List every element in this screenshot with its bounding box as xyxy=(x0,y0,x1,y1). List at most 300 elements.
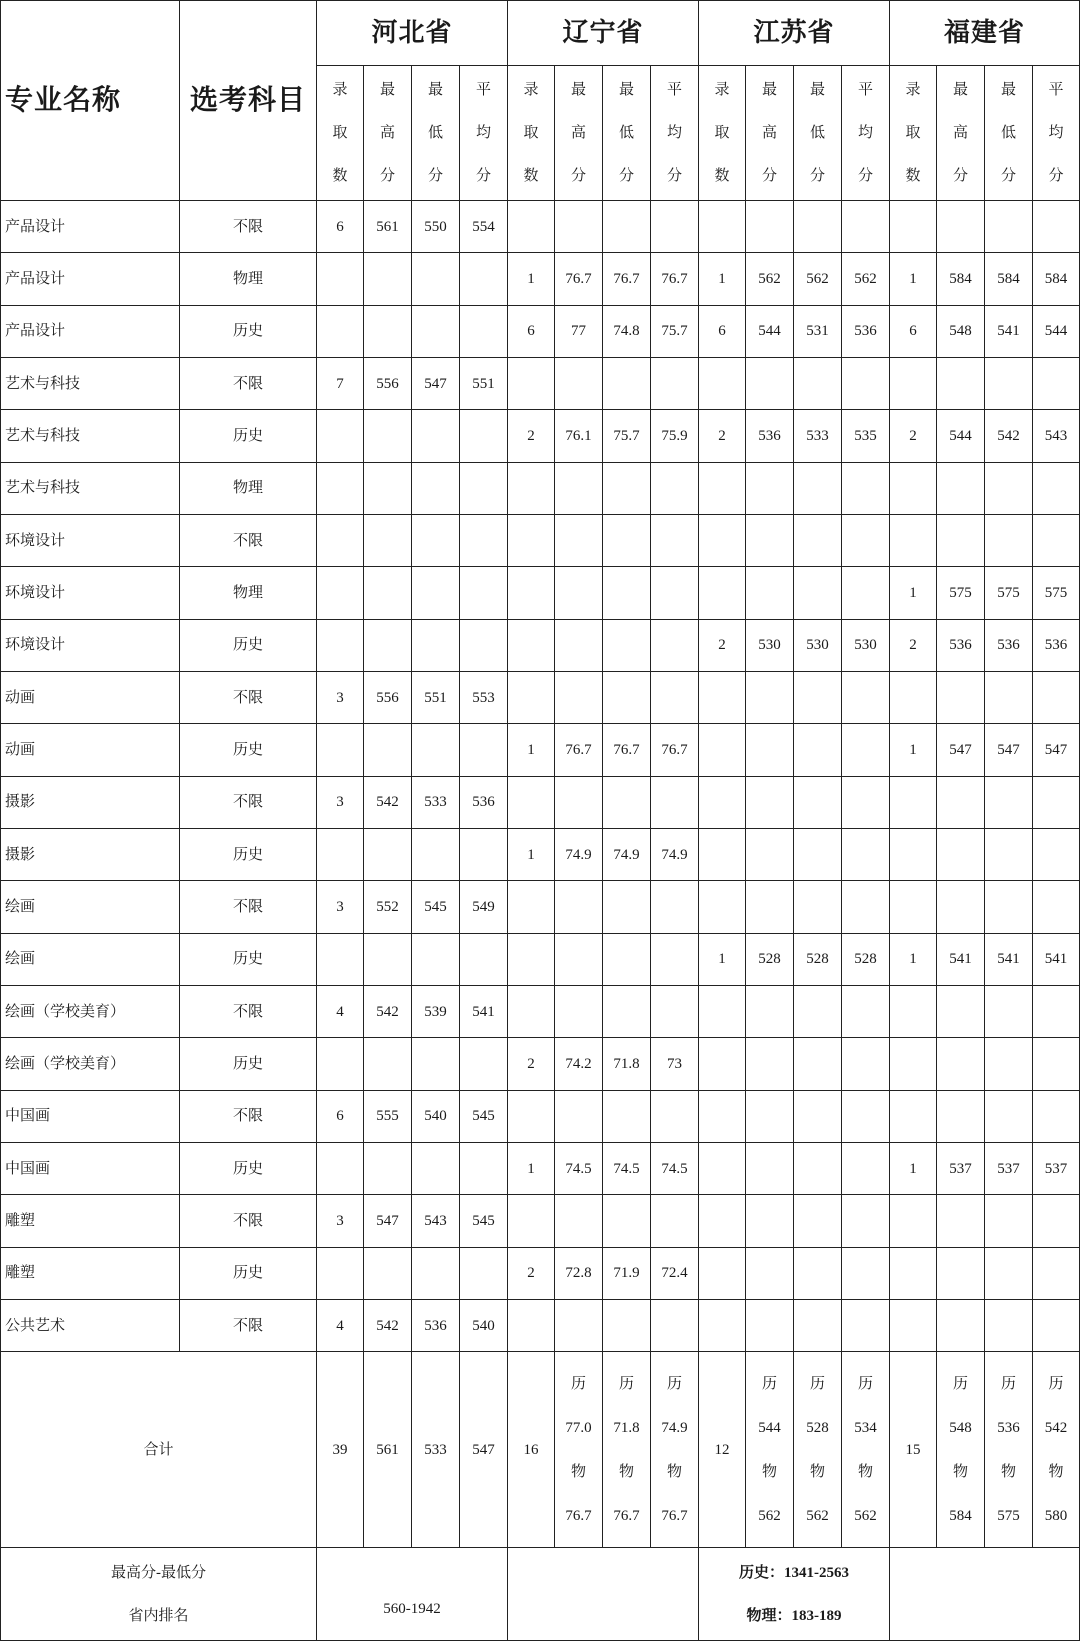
score-cell-fujian-high xyxy=(937,1195,985,1247)
score-cell-liaoning-count: 2 xyxy=(508,410,555,462)
score-cell-liaoning-high: 72.8 xyxy=(555,1247,603,1299)
metric-header-char: 分 xyxy=(379,167,395,184)
score-cell-fujian-low xyxy=(985,1247,1033,1299)
score-cell-hebei-low xyxy=(412,514,460,566)
elective-subject-cell: 历史 xyxy=(180,724,317,776)
score-cell-jiangsu-avg xyxy=(842,776,890,828)
total-jiangsu-high xyxy=(746,1352,794,1548)
elective-subject-cell: 历史 xyxy=(180,305,317,357)
score-cell-liaoning-avg xyxy=(651,200,699,252)
score-cell-liaoning-count xyxy=(508,671,555,723)
score-cell-liaoning-low xyxy=(603,514,651,566)
score-cell-fujian-count xyxy=(890,1038,937,1090)
score-cell-fujian-avg: 541 xyxy=(1033,933,1080,985)
score-cell-fujian-high xyxy=(937,986,985,1038)
total-jiangsu-avg xyxy=(842,1352,890,1548)
total-value: 536 xyxy=(997,1419,1020,1436)
score-cell-fujian-avg xyxy=(1033,828,1080,880)
score-cell-liaoning-count xyxy=(508,1090,555,1142)
score-cell-jiangsu-high: 562 xyxy=(746,253,794,305)
score-cell-hebei-avg xyxy=(460,1143,508,1195)
score-cell-liaoning-count: 1 xyxy=(508,724,555,776)
subject-tag: 历 xyxy=(1001,1375,1017,1392)
score-cell-hebei-avg xyxy=(460,1038,508,1090)
table-row xyxy=(1,567,1080,619)
total-value: 71.8 xyxy=(613,1419,640,1436)
metric-header-fujian-average xyxy=(1033,65,1080,200)
score-cell-liaoning-low xyxy=(603,776,651,828)
total-value: 528 xyxy=(806,1419,829,1436)
table-row xyxy=(1,200,1080,252)
subject-tag: 物 xyxy=(571,1463,587,1480)
score-cell-fujian-low xyxy=(985,828,1033,880)
score-cell-liaoning-low xyxy=(603,933,651,985)
score-cell-jiangsu-high xyxy=(746,986,794,1038)
table-row xyxy=(1,1247,1080,1299)
score-cell-jiangsu-count xyxy=(699,1090,746,1142)
score-cell-liaoning-high xyxy=(555,1300,603,1352)
elective-subject-cell: 物理 xyxy=(180,567,317,619)
table-row xyxy=(1,724,1080,776)
score-cell-jiangsu-high: 536 xyxy=(746,410,794,462)
score-cell-hebei-count xyxy=(317,933,364,985)
score-cell-hebei-avg: 541 xyxy=(460,986,508,1038)
score-cell-liaoning-low: 76.7 xyxy=(603,253,651,305)
score-cell-liaoning-avg: 74.9 xyxy=(651,828,699,880)
score-cell-hebei-avg: 551 xyxy=(460,357,508,409)
score-cell-liaoning-count: 6 xyxy=(508,305,555,357)
score-cell-jiangsu-low: 531 xyxy=(794,305,842,357)
score-cell-fujian-low xyxy=(985,1090,1033,1142)
score-cell-hebei-low xyxy=(412,828,460,880)
metric-header-char: 数 xyxy=(714,167,730,184)
metric-header-char: 低 xyxy=(1001,124,1017,141)
subject-tag: 历 xyxy=(810,1375,826,1392)
score-cell-jiangsu-low xyxy=(794,881,842,933)
score-cell-liaoning-low: 74.9 xyxy=(603,828,651,880)
score-cell-fujian-high xyxy=(937,881,985,933)
score-cell-fujian-count xyxy=(890,357,937,409)
score-cell-hebei-high xyxy=(364,933,412,985)
score-cell-fujian-count xyxy=(890,200,937,252)
subject-tag: 物 xyxy=(1001,1463,1017,1480)
score-cell-hebei-high: 555 xyxy=(364,1090,412,1142)
elective-subject-cell: 不限 xyxy=(180,671,317,723)
score-cell-jiangsu-count xyxy=(699,724,746,776)
score-cell-hebei-high xyxy=(364,1143,412,1195)
elective-subject-cell: 不限 xyxy=(180,1195,317,1247)
subject-tag: 历 xyxy=(619,1375,635,1392)
score-cell-fujian-high: 548 xyxy=(937,305,985,357)
major-name-cell: 环境设计 xyxy=(1,514,180,566)
score-cell-jiangsu-avg xyxy=(842,1247,890,1299)
table-row xyxy=(1,881,1080,933)
score-cell-liaoning-avg xyxy=(651,462,699,514)
score-cell-fujian-high: 547 xyxy=(937,724,985,776)
score-cell-jiangsu-avg: 562 xyxy=(842,253,890,305)
score-cell-hebei-count xyxy=(317,1038,364,1090)
score-cell-liaoning-avg: 76.7 xyxy=(651,724,699,776)
elective-subject-cell: 不限 xyxy=(180,1300,317,1352)
score-cell-liaoning-avg xyxy=(651,881,699,933)
score-cell-jiangsu-count: 1 xyxy=(699,253,746,305)
score-cell-jiangsu-low xyxy=(794,671,842,723)
score-cell-fujian-avg: 536 xyxy=(1033,619,1080,671)
score-cell-jiangsu-low xyxy=(794,776,842,828)
metric-header-char: 最 xyxy=(427,81,443,98)
score-cell-liaoning-high xyxy=(555,357,603,409)
total-value: 584 xyxy=(949,1507,972,1524)
score-cell-jiangsu-high xyxy=(746,881,794,933)
score-cell-liaoning-low xyxy=(603,619,651,671)
score-cell-jiangsu-count xyxy=(699,776,746,828)
metric-header-char: 高 xyxy=(953,124,969,141)
score-cell-liaoning-high: 74.2 xyxy=(555,1038,603,1090)
score-cell-fujian-high xyxy=(937,462,985,514)
score-cell-fujian-low xyxy=(985,881,1033,933)
score-cell-hebei-avg xyxy=(460,619,508,671)
score-cell-jiangsu-count xyxy=(699,514,746,566)
score-cell-fujian-low: 541 xyxy=(985,305,1033,357)
score-cell-fujian-avg: 543 xyxy=(1033,410,1080,462)
total-liaoning-count: 16 xyxy=(508,1352,555,1548)
score-cell-fujian-count xyxy=(890,881,937,933)
province-header-liaoning: 辽宁省 xyxy=(508,1,699,66)
score-cell-hebei-avg: 545 xyxy=(460,1090,508,1142)
table-row xyxy=(1,933,1080,985)
score-cell-fujian-low xyxy=(985,671,1033,723)
score-cell-jiangsu-low xyxy=(794,1038,842,1090)
score-cell-jiangsu-avg xyxy=(842,986,890,1038)
subject-tag: 历 xyxy=(571,1375,587,1392)
score-cell-liaoning-low xyxy=(603,986,651,1038)
table-row xyxy=(1,1195,1080,1247)
score-cell-jiangsu-avg xyxy=(842,462,890,514)
score-cell-fujian-high: 584 xyxy=(937,253,985,305)
metric-header-char: 数 xyxy=(905,167,921,184)
score-cell-fujian-count xyxy=(890,828,937,880)
score-cell-fujian-count xyxy=(890,986,937,1038)
score-cell-liaoning-high xyxy=(555,567,603,619)
metric-header-char: 均 xyxy=(476,124,492,141)
score-cell-liaoning-high xyxy=(555,671,603,723)
score-cell-liaoning-high xyxy=(555,619,603,671)
score-cell-liaoning-count xyxy=(508,881,555,933)
total-value: 562 xyxy=(854,1507,877,1524)
score-cell-fujian-high xyxy=(937,828,985,880)
score-cell-jiangsu-avg xyxy=(842,1038,890,1090)
score-cell-hebei-count xyxy=(317,828,364,880)
score-cell-hebei-low xyxy=(412,1038,460,1090)
score-cell-jiangsu-avg xyxy=(842,724,890,776)
table-row xyxy=(1,776,1080,828)
score-cell-liaoning-count: 1 xyxy=(508,253,555,305)
score-cell-liaoning-count xyxy=(508,776,555,828)
score-cell-fujian-avg xyxy=(1033,671,1080,723)
score-cell-hebei-count: 3 xyxy=(317,1195,364,1247)
score-cell-liaoning-avg: 76.7 xyxy=(651,253,699,305)
score-cell-hebei-avg: 554 xyxy=(460,200,508,252)
score-cell-hebei-high xyxy=(364,462,412,514)
score-cell-fujian-high xyxy=(937,357,985,409)
major-name-cell: 产品设计 xyxy=(1,253,180,305)
major-name-cell: 艺术与科技 xyxy=(1,357,180,409)
total-value: 76.7 xyxy=(613,1507,640,1524)
metric-header-char: 均 xyxy=(1048,124,1064,141)
score-cell-hebei-low xyxy=(412,1143,460,1195)
score-cell-fujian-high: 537 xyxy=(937,1143,985,1195)
score-cell-fujian-high xyxy=(937,776,985,828)
score-cell-jiangsu-low xyxy=(794,1195,842,1247)
score-cell-hebei-high: 556 xyxy=(364,357,412,409)
table-row xyxy=(1,253,1080,305)
total-value: 77.0 xyxy=(565,1419,592,1436)
score-cell-liaoning-count xyxy=(508,1195,555,1247)
score-cell-jiangsu-high xyxy=(746,1038,794,1090)
score-cell-jiangsu-high xyxy=(746,200,794,252)
score-cell-jiangsu-avg xyxy=(842,1090,890,1142)
elective-subject-cell: 物理 xyxy=(180,462,317,514)
score-cell-hebei-high xyxy=(364,514,412,566)
score-cell-liaoning-avg xyxy=(651,933,699,985)
score-cell-fujian-high xyxy=(937,1038,985,1090)
table-row xyxy=(1,828,1080,880)
subject-tag: 历 xyxy=(1048,1375,1064,1392)
score-cell-hebei-count xyxy=(317,253,364,305)
elective-subject-cell: 物理 xyxy=(180,253,317,305)
major-name-cell: 中国画 xyxy=(1,1090,180,1142)
score-cell-liaoning-count xyxy=(508,567,555,619)
subject-tag: 历 xyxy=(953,1375,969,1392)
elective-subject-cell: 历史 xyxy=(180,933,317,985)
score-cell-hebei-count xyxy=(317,567,364,619)
score-cell-liaoning-count xyxy=(508,933,555,985)
elective-subject-cell: 历史 xyxy=(180,410,317,462)
score-cell-jiangsu-high xyxy=(746,724,794,776)
score-cell-jiangsu-low xyxy=(794,986,842,1038)
score-cell-liaoning-high xyxy=(555,1090,603,1142)
score-cell-hebei-count xyxy=(317,1143,364,1195)
score-cell-fujian-count: 2 xyxy=(890,410,937,462)
score-cell-jiangsu-high xyxy=(746,828,794,880)
score-cell-fujian-count xyxy=(890,1300,937,1352)
score-cell-jiangsu-low xyxy=(794,200,842,252)
metric-header-hebei-count xyxy=(317,65,364,200)
score-cell-liaoning-low xyxy=(603,1195,651,1247)
total-label: 合计 xyxy=(1,1352,317,1548)
score-cell-liaoning-high: 76.7 xyxy=(555,253,603,305)
score-cell-hebei-high: 542 xyxy=(364,1300,412,1352)
metric-header-liaoning-highest xyxy=(555,65,603,200)
score-cell-fujian-count: 1 xyxy=(890,253,937,305)
metric-header-char: 录 xyxy=(714,81,730,98)
score-cell-hebei-count: 4 xyxy=(317,1300,364,1352)
score-cell-fujian-count: 2 xyxy=(890,619,937,671)
metric-header-char: 分 xyxy=(476,167,492,184)
metric-header-char: 数 xyxy=(332,167,348,184)
total-row xyxy=(1,1352,1080,1548)
score-cell-liaoning-low: 71.9 xyxy=(603,1247,651,1299)
metric-header-char: 取 xyxy=(332,124,348,141)
score-cell-liaoning-avg xyxy=(651,567,699,619)
metric-header-char: 分 xyxy=(1001,167,1017,184)
score-cell-jiangsu-count xyxy=(699,1143,746,1195)
elective-subject-cell: 不限 xyxy=(180,776,317,828)
score-cell-jiangsu-avg: 536 xyxy=(842,305,890,357)
score-cell-hebei-avg: 553 xyxy=(460,671,508,723)
score-cell-jiangsu-low: 530 xyxy=(794,619,842,671)
score-cell-fujian-count xyxy=(890,462,937,514)
metric-header-liaoning-lowest xyxy=(603,65,651,200)
score-cell-jiangsu-low xyxy=(794,357,842,409)
major-name-cell: 产品设计 xyxy=(1,305,180,357)
score-cell-liaoning-avg: 75.9 xyxy=(651,410,699,462)
table-row xyxy=(1,462,1080,514)
total-hebei-high: 561 xyxy=(364,1352,412,1548)
score-cell-hebei-low: 543 xyxy=(412,1195,460,1247)
total-value: 562 xyxy=(758,1507,781,1524)
score-cell-liaoning-low xyxy=(603,567,651,619)
metric-header-char: 低 xyxy=(427,124,443,141)
score-cell-fujian-avg xyxy=(1033,1090,1080,1142)
total-fujian-avg xyxy=(1033,1352,1080,1548)
score-cell-hebei-high: 542 xyxy=(364,986,412,1038)
score-cell-liaoning-low xyxy=(603,200,651,252)
score-cell-fujian-avg xyxy=(1033,1300,1080,1352)
score-cell-hebei-low: 536 xyxy=(412,1300,460,1352)
metric-header-char: 最 xyxy=(762,81,778,98)
score-cell-jiangsu-low xyxy=(794,1090,842,1142)
subject-tag: 物 xyxy=(953,1463,969,1480)
score-cell-liaoning-low: 74.5 xyxy=(603,1143,651,1195)
total-value: 544 xyxy=(758,1419,781,1436)
score-cell-fujian-avg: 544 xyxy=(1033,305,1080,357)
ranking-label xyxy=(1,1548,317,1641)
score-cell-hebei-avg xyxy=(460,828,508,880)
metric-header-char: 分 xyxy=(571,167,587,184)
score-cell-liaoning-count: 1 xyxy=(508,828,555,880)
subject-tag: 历 xyxy=(667,1375,683,1392)
score-cell-hebei-high: 547 xyxy=(364,1195,412,1247)
score-cell-jiangsu-count xyxy=(699,200,746,252)
score-cell-hebei-count xyxy=(317,514,364,566)
metric-header-liaoning-average xyxy=(651,65,699,200)
ranking-hebei: 560-1942 xyxy=(317,1548,508,1641)
score-cell-fujian-low xyxy=(985,357,1033,409)
score-cell-fujian-high xyxy=(937,671,985,723)
score-cell-fujian-avg: 584 xyxy=(1033,253,1080,305)
score-cell-hebei-avg xyxy=(460,253,508,305)
total-liaoning-low xyxy=(603,1352,651,1548)
score-cell-liaoning-count: 2 xyxy=(508,1038,555,1090)
score-cell-liaoning-avg xyxy=(651,671,699,723)
total-liaoning-avg xyxy=(651,1352,699,1548)
score-cell-fujian-count: 1 xyxy=(890,567,937,619)
subject-tag: 物 xyxy=(667,1463,683,1480)
score-cell-liaoning-count xyxy=(508,1300,555,1352)
score-cell-jiangsu-low xyxy=(794,724,842,776)
score-cell-liaoning-high: 74.9 xyxy=(555,828,603,880)
score-cell-fujian-avg: 537 xyxy=(1033,1143,1080,1195)
score-cell-liaoning-count xyxy=(508,619,555,671)
subject-tag: 历 xyxy=(858,1375,874,1392)
score-cell-hebei-low xyxy=(412,933,460,985)
ranking-jiangsu xyxy=(699,1548,890,1641)
score-cell-liaoning-avg: 74.5 xyxy=(651,1143,699,1195)
score-cell-jiangsu-low: 562 xyxy=(794,253,842,305)
score-cell-hebei-avg xyxy=(460,410,508,462)
score-cell-jiangsu-avg: 535 xyxy=(842,410,890,462)
score-cell-hebei-count xyxy=(317,724,364,776)
score-cell-jiangsu-high xyxy=(746,671,794,723)
score-cell-hebei-count xyxy=(317,619,364,671)
score-cell-liaoning-high xyxy=(555,881,603,933)
score-cell-hebei-avg xyxy=(460,305,508,357)
score-cell-hebei-high xyxy=(364,410,412,462)
score-cell-fujian-count: 1 xyxy=(890,724,937,776)
score-cell-liaoning-high xyxy=(555,514,603,566)
score-cell-hebei-high xyxy=(364,828,412,880)
total-value: 534 xyxy=(854,1419,877,1436)
metric-header-char: 分 xyxy=(667,167,683,184)
score-cell-fujian-avg xyxy=(1033,776,1080,828)
metric-header-fujian-count xyxy=(890,65,937,200)
score-cell-hebei-high: 542 xyxy=(364,776,412,828)
total-value: 76.7 xyxy=(661,1507,688,1524)
score-cell-fujian-low: 584 xyxy=(985,253,1033,305)
score-cell-liaoning-avg xyxy=(651,986,699,1038)
score-cell-hebei-high xyxy=(364,619,412,671)
score-cell-jiangsu-avg xyxy=(842,1300,890,1352)
total-fujian-high xyxy=(937,1352,985,1548)
score-cell-hebei-low: 539 xyxy=(412,986,460,1038)
score-cell-fujian-avg xyxy=(1033,1038,1080,1090)
score-cell-hebei-low xyxy=(412,410,460,462)
score-cell-fujian-avg xyxy=(1033,514,1080,566)
score-cell-jiangsu-avg: 528 xyxy=(842,933,890,985)
score-cell-liaoning-count xyxy=(508,357,555,409)
metric-header-jiangsu-average xyxy=(842,65,890,200)
score-cell-jiangsu-avg xyxy=(842,514,890,566)
major-name-cell: 艺术与科技 xyxy=(1,410,180,462)
score-cell-jiangsu-avg xyxy=(842,1195,890,1247)
score-cell-hebei-avg: 536 xyxy=(460,776,508,828)
metric-header-fujian-lowest xyxy=(985,65,1033,200)
ranking-label-bottom: 省内排名 xyxy=(128,1607,189,1624)
score-cell-fujian-low xyxy=(985,514,1033,566)
score-cell-fujian-low: 575 xyxy=(985,567,1033,619)
score-cell-fujian-low: 541 xyxy=(985,933,1033,985)
score-cell-hebei-low: 540 xyxy=(412,1090,460,1142)
table-row xyxy=(1,986,1080,1038)
score-cell-hebei-low xyxy=(412,619,460,671)
score-cell-jiangsu-high xyxy=(746,514,794,566)
table-row xyxy=(1,1143,1080,1195)
score-cell-hebei-low: 551 xyxy=(412,671,460,723)
score-cell-hebei-count: 6 xyxy=(317,200,364,252)
province-header-fujian: 福建省 xyxy=(890,1,1080,66)
score-cell-liaoning-avg xyxy=(651,776,699,828)
score-cell-jiangsu-low xyxy=(794,514,842,566)
score-cell-liaoning-count xyxy=(508,514,555,566)
subject-tag: 物 xyxy=(858,1463,874,1480)
metric-header-char: 最 xyxy=(379,81,395,98)
score-cell-fujian-low: 542 xyxy=(985,410,1033,462)
elective-subject-header: 选考科目 xyxy=(180,1,317,201)
metric-header-char: 录 xyxy=(905,81,921,98)
score-cell-jiangsu-high xyxy=(746,462,794,514)
score-cell-hebei-low xyxy=(412,724,460,776)
